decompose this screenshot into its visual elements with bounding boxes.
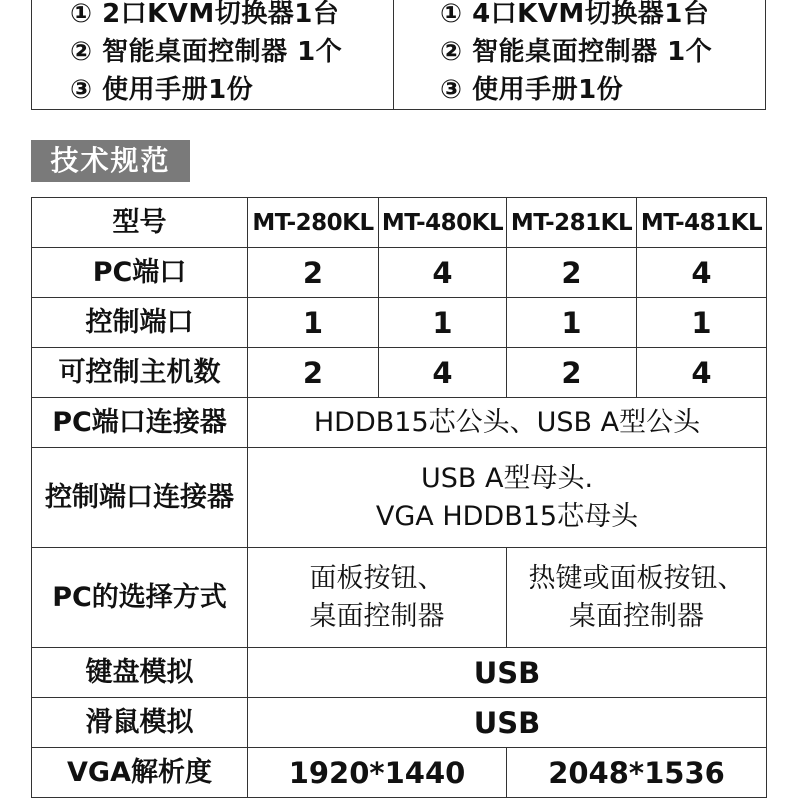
value-cell: 4 [637, 248, 767, 298]
value-cell: USB [248, 698, 767, 748]
value-cell: 2 [248, 248, 379, 298]
table-row-mouse-emulation [32, 698, 767, 748]
model-cell: MT-481KL [637, 198, 767, 248]
value-cell [248, 448, 767, 548]
table-row-vga-resolution [32, 748, 767, 798]
row-label: 滑鼠模拟 [32, 698, 248, 748]
value-cell: 2 [248, 348, 379, 398]
value-cell: 1 [637, 298, 767, 348]
table-row-pc-port-connector [32, 398, 767, 448]
package-item: ③ 使用手册1份 [70, 75, 254, 105]
value-cell: 2 [507, 348, 637, 398]
value-cell: 4 [637, 348, 767, 398]
spec-table [31, 197, 767, 798]
table-row-control-port-connector [32, 448, 767, 548]
row-label: 型号 [32, 198, 248, 248]
row-label: PC端口连接器 [32, 398, 248, 448]
row-label: PC的选择方式 [32, 548, 248, 648]
value-cell: 1 [248, 298, 379, 348]
row-label: PC端口 [32, 248, 248, 298]
table-row-controllable-hosts [32, 348, 767, 398]
value-cell [507, 548, 767, 648]
value-cell: 1920*1440 [248, 748, 507, 798]
value-line: 桌面控制器 [309, 600, 445, 632]
row-label: 控制端口连接器 [32, 448, 248, 548]
value-cell: 4 [379, 348, 507, 398]
row-label: 可控制主机数 [32, 348, 248, 398]
model-cell: MT-480KL [379, 198, 507, 248]
table-row-pc-ports [32, 248, 767, 298]
row-label: 控制端口 [32, 298, 248, 348]
value-cell: 4 [379, 248, 507, 298]
value-line: 桌面控制器 [569, 600, 704, 632]
table-row-keyboard-emulation [32, 648, 767, 698]
value-line: VGA HDDB15芯母头 [375, 500, 639, 532]
table-row-control-ports [32, 298, 767, 348]
value-cell: 1 [507, 298, 637, 348]
package-item: ② 智能桌面控制器 1个 [440, 37, 713, 67]
package-item: ③ 使用手册1份 [440, 75, 624, 105]
table-row-model [32, 198, 767, 248]
value-cell: HDDB15芯公头、USB A型公头 [248, 398, 767, 448]
value-line: 面板按钮、 [309, 562, 445, 594]
package-contents-right [394, 0, 765, 109]
value-line: USB A型母头. [420, 462, 594, 494]
row-label: VGA解析度 [32, 748, 248, 798]
package-item: ① 2口KVM切换器1台 [70, 0, 340, 29]
value-cell: 2048*1536 [507, 748, 767, 798]
value-cell: 2 [507, 248, 637, 298]
value-cell [248, 548, 507, 648]
value-cell: USB [248, 648, 767, 698]
package-item: ① 4口KVM切换器1台 [440, 0, 710, 29]
package-item: ② 智能桌面控制器 1个 [70, 37, 343, 67]
package-contents-left [32, 0, 394, 109]
table-row-pc-selection [32, 548, 767, 648]
section-title: 技术规范 [31, 140, 190, 182]
model-cell: MT-280KL [248, 198, 379, 248]
model-cell: MT-281KL [507, 198, 637, 248]
value-cell: 1 [379, 298, 507, 348]
row-label: 键盘模拟 [32, 648, 248, 698]
package-contents-box [31, 0, 766, 110]
value-line: 热键或面板按钮、 [528, 562, 745, 594]
